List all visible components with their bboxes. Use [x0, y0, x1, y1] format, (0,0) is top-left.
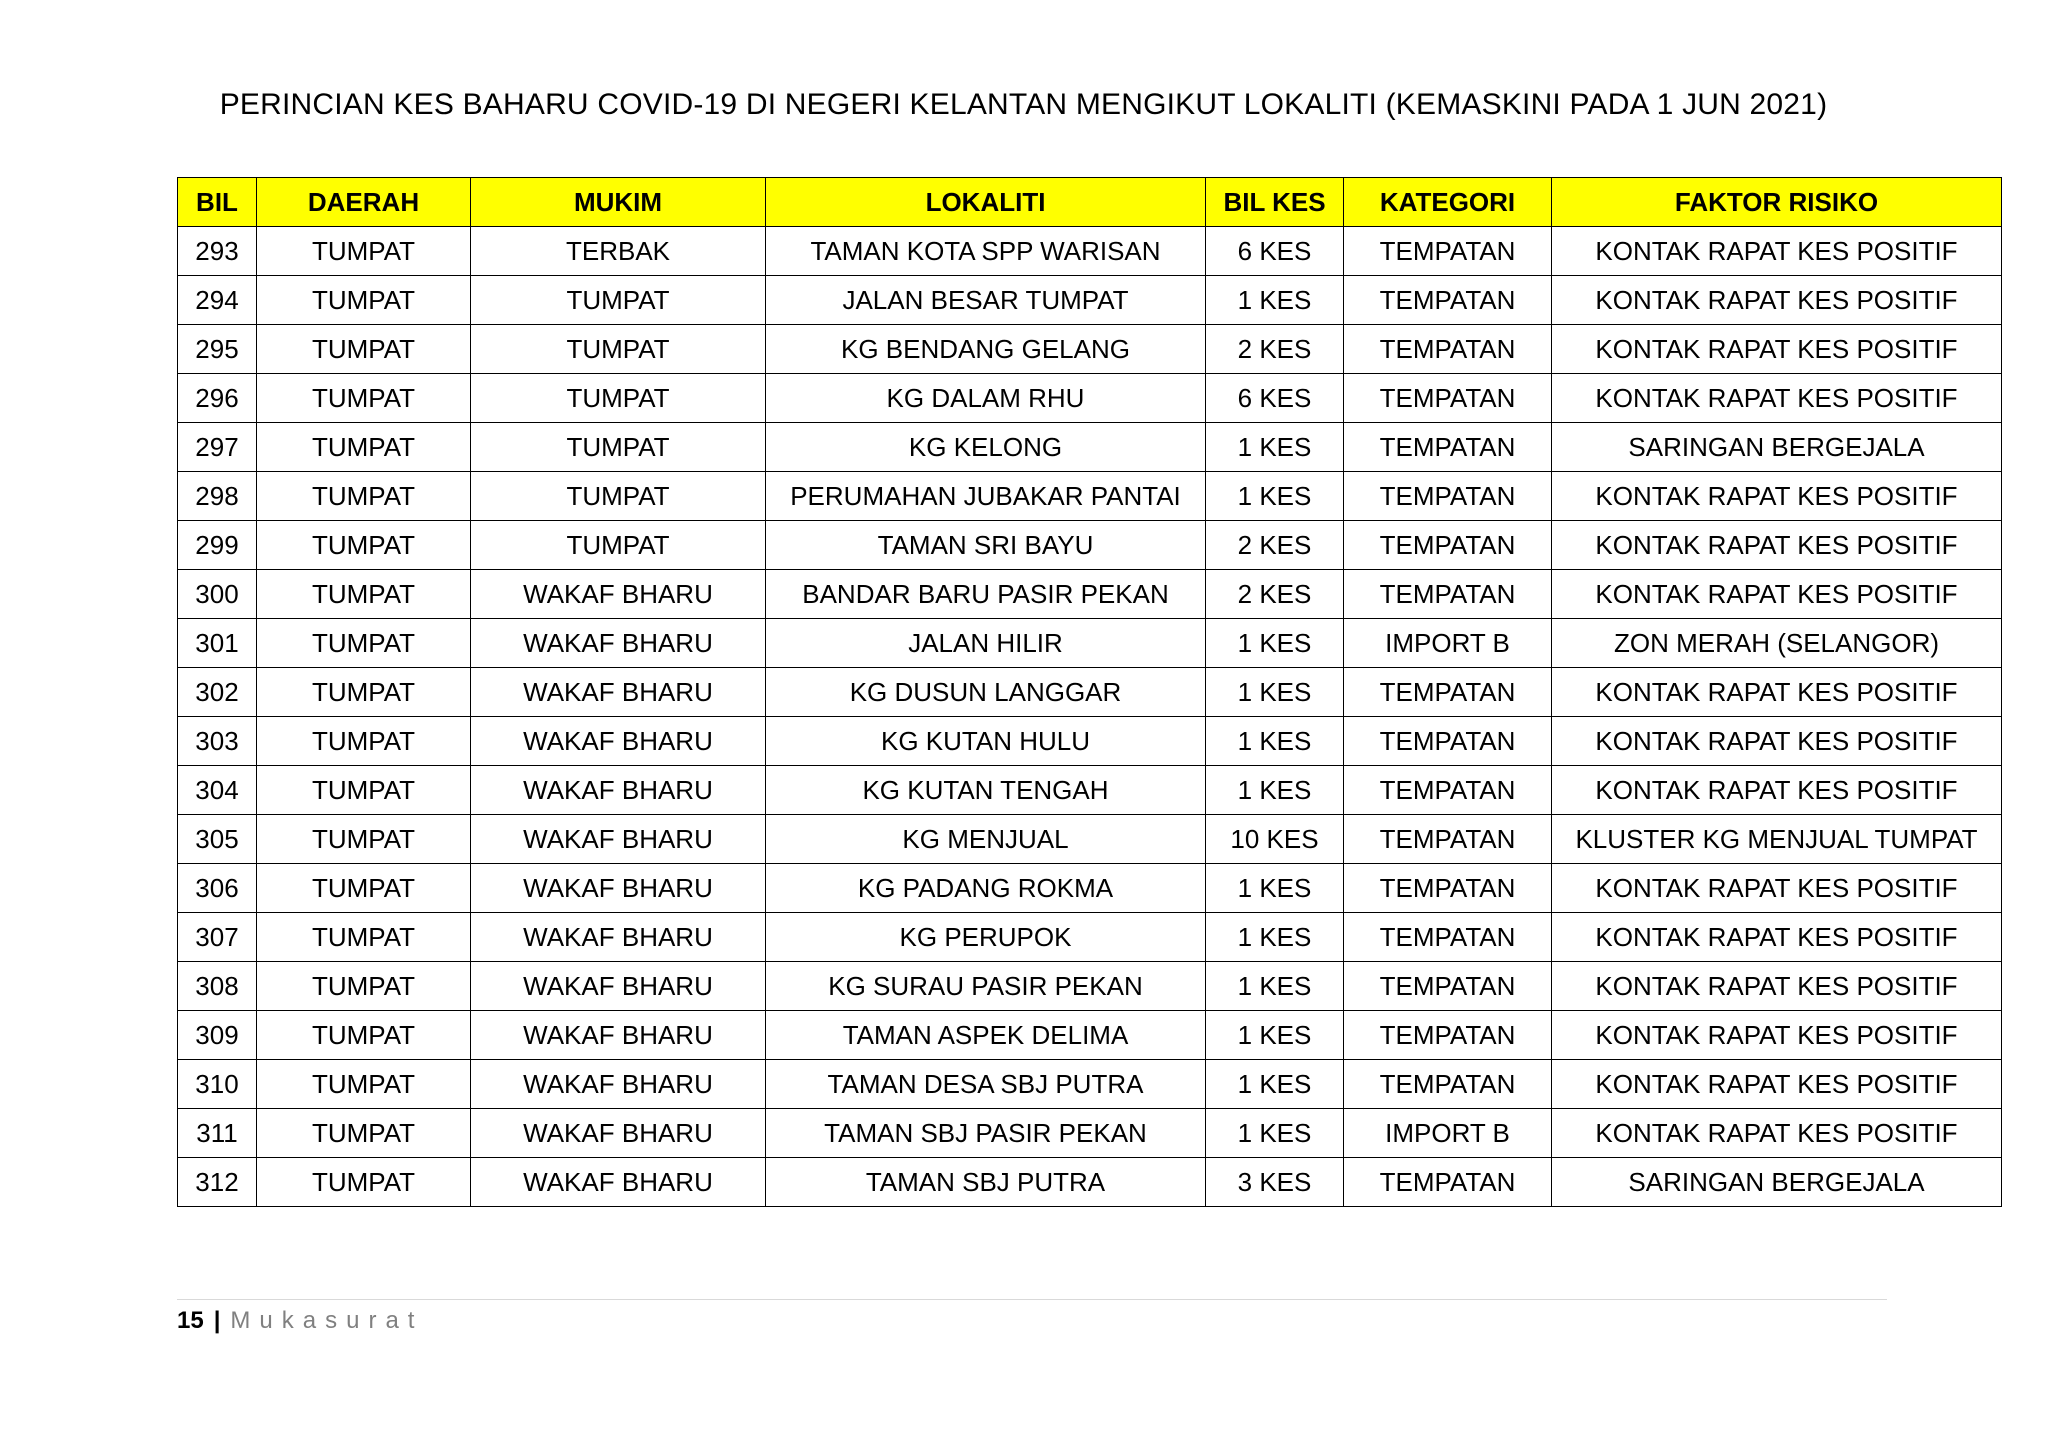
table-header: [178, 178, 2002, 227]
cell-mukim: WAKAF BHARU: [471, 1109, 766, 1158]
cell-daerah: TUMPAT: [257, 423, 471, 472]
table-row: [178, 962, 2002, 1011]
cell-daerah: TUMPAT: [257, 570, 471, 619]
cell-kategori: TEMPATAN: [1344, 1158, 1552, 1207]
cell-lokaliti: KG PERUPOK: [766, 913, 1206, 962]
cell-mukim: WAKAF BHARU: [471, 1011, 766, 1060]
cell-faktor-risiko: KONTAK RAPAT KES POSITIF: [1552, 227, 2002, 276]
cell-mukim: TUMPAT: [471, 423, 766, 472]
cell-faktor-risiko: KONTAK RAPAT KES POSITIF: [1552, 717, 2002, 766]
cell-daerah: TUMPAT: [257, 472, 471, 521]
cell-mukim: WAKAF BHARU: [471, 766, 766, 815]
cell-daerah: TUMPAT: [257, 374, 471, 423]
cell-lokaliti: TAMAN KOTA SPP WARISAN: [766, 227, 1206, 276]
cell-faktor-risiko: KONTAK RAPAT KES POSITIF: [1552, 276, 2002, 325]
cell-faktor-risiko: SARINGAN BERGEJALA: [1552, 423, 2002, 472]
cell-faktor-risiko: KLUSTER KG MENJUAL TUMPAT: [1552, 815, 2002, 864]
cell-lokaliti: TAMAN SBJ PASIR PEKAN: [766, 1109, 1206, 1158]
table-row: [178, 668, 2002, 717]
cell-lokaliti: KG PADANG ROKMA: [766, 864, 1206, 913]
cell-faktor-risiko: KONTAK RAPAT KES POSITIF: [1552, 1060, 2002, 1109]
cell-kategori: TEMPATAN: [1344, 472, 1552, 521]
cell-kategori: TEMPATAN: [1344, 913, 1552, 962]
page-number: 15: [177, 1307, 204, 1334]
cell-daerah: TUMPAT: [257, 1109, 471, 1158]
column-header-lokaliti: LOKALITI: [766, 178, 1206, 227]
cell-bil-kes: 1 KES: [1206, 1011, 1344, 1060]
page-label: Mukasurat: [230, 1307, 424, 1334]
table-row: [178, 815, 2002, 864]
column-header-mukim: MUKIM: [471, 178, 766, 227]
cell-daerah: TUMPAT: [257, 227, 471, 276]
cell-lokaliti: JALAN HILIR: [766, 619, 1206, 668]
cell-lokaliti: KG KELONG: [766, 423, 1206, 472]
cell-bil: 305: [178, 815, 257, 864]
cell-daerah: TUMPAT: [257, 766, 471, 815]
column-header-kategori: KATEGORI: [1344, 178, 1552, 227]
cell-bil-kes: 10 KES: [1206, 815, 1344, 864]
cell-bil-kes: 1 KES: [1206, 766, 1344, 815]
table-row: [178, 766, 2002, 815]
cell-kategori: TEMPATAN: [1344, 227, 1552, 276]
page-title: PERINCIAN KES BAHARU COVID-19 DI NEGERI KELANTAN MENGIKUT LOKALITI (KEMASKINI PADA 1 JUN 2021): [219, 88, 1828, 121]
cell-bil-kes: 1 KES: [1206, 962, 1344, 1011]
cell-daerah: TUMPAT: [257, 962, 471, 1011]
cell-bil: 293: [178, 227, 257, 276]
cell-bil-kes: 6 KES: [1206, 374, 1344, 423]
cell-daerah: TUMPAT: [257, 717, 471, 766]
cell-kategori: IMPORT B: [1344, 1109, 1552, 1158]
cell-daerah: TUMPAT: [257, 276, 471, 325]
cell-mukim: WAKAF BHARU: [471, 570, 766, 619]
cell-kategori: TEMPATAN: [1344, 325, 1552, 374]
cell-bil: 304: [178, 766, 257, 815]
cell-lokaliti: TAMAN SBJ PUTRA: [766, 1158, 1206, 1207]
cell-lokaliti: KG DALAM RHU: [766, 374, 1206, 423]
header-row: [178, 178, 2002, 227]
cell-mukim: WAKAF BHARU: [471, 1060, 766, 1109]
table-row: [178, 423, 2002, 472]
cell-daerah: TUMPAT: [257, 325, 471, 374]
table-row: [178, 570, 2002, 619]
cell-bil-kes: 3 KES: [1206, 1158, 1344, 1207]
cell-bil: 306: [178, 864, 257, 913]
cell-daerah: TUMPAT: [257, 864, 471, 913]
cell-bil: 296: [178, 374, 257, 423]
column-header-bil: BIL: [178, 178, 257, 227]
cell-daerah: TUMPAT: [257, 815, 471, 864]
cell-faktor-risiko: SARINGAN BERGEJALA: [1552, 1158, 2002, 1207]
cell-faktor-risiko: KONTAK RAPAT KES POSITIF: [1552, 766, 2002, 815]
cell-faktor-risiko: KONTAK RAPAT KES POSITIF: [1552, 913, 2002, 962]
cell-daerah: TUMPAT: [257, 668, 471, 717]
cell-faktor-risiko: KONTAK RAPAT KES POSITIF: [1552, 570, 2002, 619]
cell-bil: 312: [178, 1158, 257, 1207]
cell-bil-kes: 1 KES: [1206, 472, 1344, 521]
table-row: [178, 276, 2002, 325]
footer-divider: [177, 1299, 1887, 1300]
table-row: [178, 325, 2002, 374]
cell-faktor-risiko: KONTAK RAPAT KES POSITIF: [1552, 1011, 2002, 1060]
cell-mukim: WAKAF BHARU: [471, 913, 766, 962]
cell-daerah: TUMPAT: [257, 521, 471, 570]
table-row: [178, 1158, 2002, 1207]
table-row: [178, 864, 2002, 913]
cell-lokaliti: BANDAR BARU PASIR PEKAN: [766, 570, 1206, 619]
cell-bil-kes: 2 KES: [1206, 570, 1344, 619]
column-header-faktor-risiko: FAKTOR RISIKO: [1552, 178, 2002, 227]
table-row: [178, 1109, 2002, 1158]
cell-mukim: TERBAK: [471, 227, 766, 276]
cell-mukim: TUMPAT: [471, 521, 766, 570]
cell-bil: 297: [178, 423, 257, 472]
table-body: [178, 227, 2002, 1207]
table-row: [178, 1060, 2002, 1109]
cell-lokaliti: KG BENDANG GELANG: [766, 325, 1206, 374]
cell-bil-kes: 1 KES: [1206, 276, 1344, 325]
cell-bil-kes: 2 KES: [1206, 521, 1344, 570]
cell-bil: 309: [178, 1011, 257, 1060]
cell-bil-kes: 2 KES: [1206, 325, 1344, 374]
cell-faktor-risiko: KONTAK RAPAT KES POSITIF: [1552, 374, 2002, 423]
cell-kategori: IMPORT B: [1344, 619, 1552, 668]
cell-mukim: WAKAF BHARU: [471, 815, 766, 864]
cell-bil: 302: [178, 668, 257, 717]
cell-kategori: TEMPATAN: [1344, 276, 1552, 325]
footer-separator: |: [213, 1307, 221, 1334]
cell-mukim: TUMPAT: [471, 374, 766, 423]
cell-mukim: TUMPAT: [471, 276, 766, 325]
cell-kategori: TEMPATAN: [1344, 374, 1552, 423]
cell-lokaliti: JALAN BESAR TUMPAT: [766, 276, 1206, 325]
cell-daerah: TUMPAT: [257, 913, 471, 962]
column-header-bil-kes: BIL KES: [1206, 178, 1344, 227]
cell-bil: 300: [178, 570, 257, 619]
table-row: [178, 619, 2002, 668]
cell-bil-kes: 1 KES: [1206, 423, 1344, 472]
cell-bil: 294: [178, 276, 257, 325]
table-row: [178, 472, 2002, 521]
cell-lokaliti: TAMAN ASPEK DELIMA: [766, 1011, 1206, 1060]
cell-kategori: TEMPATAN: [1344, 423, 1552, 472]
table-row: [178, 717, 2002, 766]
cell-bil: 299: [178, 521, 257, 570]
cell-kategori: TEMPATAN: [1344, 962, 1552, 1011]
cell-bil-kes: 1 KES: [1206, 619, 1344, 668]
cell-lokaliti: PERUMAHAN JUBAKAR PANTAI: [766, 472, 1206, 521]
page-footer: [177, 1307, 423, 1335]
table-row: [178, 227, 2002, 276]
cell-bil: 301: [178, 619, 257, 668]
cell-kategori: TEMPATAN: [1344, 815, 1552, 864]
cell-mukim: WAKAF BHARU: [471, 619, 766, 668]
cell-bil: 298: [178, 472, 257, 521]
cell-faktor-risiko: KONTAK RAPAT KES POSITIF: [1552, 325, 2002, 374]
cell-faktor-risiko: KONTAK RAPAT KES POSITIF: [1552, 472, 2002, 521]
cell-mukim: WAKAF BHARU: [471, 962, 766, 1011]
cell-bil-kes: 1 KES: [1206, 864, 1344, 913]
cell-kategori: TEMPATAN: [1344, 1060, 1552, 1109]
cell-bil-kes: 1 KES: [1206, 1060, 1344, 1109]
cell-kategori: TEMPATAN: [1344, 521, 1552, 570]
table-row: [178, 521, 2002, 570]
cell-mukim: WAKAF BHARU: [471, 1158, 766, 1207]
cell-faktor-risiko: KONTAK RAPAT KES POSITIF: [1552, 668, 2002, 717]
cell-kategori: TEMPATAN: [1344, 766, 1552, 815]
table-row: [178, 1011, 2002, 1060]
cell-kategori: TEMPATAN: [1344, 717, 1552, 766]
cell-lokaliti: KG SURAU PASIR PEKAN: [766, 962, 1206, 1011]
cell-daerah: TUMPAT: [257, 1011, 471, 1060]
cell-mukim: WAKAF BHARU: [471, 668, 766, 717]
cell-faktor-risiko: KONTAK RAPAT KES POSITIF: [1552, 521, 2002, 570]
cell-lokaliti: KG KUTAN TENGAH: [766, 766, 1206, 815]
cell-bil: 311: [178, 1109, 257, 1158]
cell-daerah: TUMPAT: [257, 619, 471, 668]
cell-bil-kes: 1 KES: [1206, 717, 1344, 766]
cell-kategori: TEMPATAN: [1344, 570, 1552, 619]
case-table: [177, 177, 2002, 1207]
table-row: [178, 913, 2002, 962]
cell-bil: 310: [178, 1060, 257, 1109]
cell-daerah: TUMPAT: [257, 1158, 471, 1207]
cell-lokaliti: KG DUSUN LANGGAR: [766, 668, 1206, 717]
cell-lokaliti: KG KUTAN HULU: [766, 717, 1206, 766]
cell-kategori: TEMPATAN: [1344, 864, 1552, 913]
column-header-daerah: DAERAH: [257, 178, 471, 227]
cell-bil: 303: [178, 717, 257, 766]
cell-daerah: TUMPAT: [257, 1060, 471, 1109]
cell-mukim: WAKAF BHARU: [471, 864, 766, 913]
cell-lokaliti: TAMAN DESA SBJ PUTRA: [766, 1060, 1206, 1109]
cell-bil-kes: 1 KES: [1206, 1109, 1344, 1158]
cell-bil: 295: [178, 325, 257, 374]
table-row: [178, 374, 2002, 423]
cell-kategori: TEMPATAN: [1344, 668, 1552, 717]
cell-lokaliti: KG MENJUAL: [766, 815, 1206, 864]
cell-faktor-risiko: KONTAK RAPAT KES POSITIF: [1552, 1109, 2002, 1158]
cell-bil-kes: 1 KES: [1206, 913, 1344, 962]
cell-bil: 308: [178, 962, 257, 1011]
cell-bil-kes: 6 KES: [1206, 227, 1344, 276]
cell-mukim: WAKAF BHARU: [471, 717, 766, 766]
cell-faktor-risiko: KONTAK RAPAT KES POSITIF: [1552, 962, 2002, 1011]
cell-faktor-risiko: KONTAK RAPAT KES POSITIF: [1552, 864, 2002, 913]
cell-kategori: TEMPATAN: [1344, 1011, 1552, 1060]
cell-lokaliti: TAMAN SRI BAYU: [766, 521, 1206, 570]
cell-bil-kes: 1 KES: [1206, 668, 1344, 717]
cell-mukim: TUMPAT: [471, 472, 766, 521]
cell-faktor-risiko: ZON MERAH (SELANGOR): [1552, 619, 2002, 668]
cell-bil: 307: [178, 913, 257, 962]
cell-mukim: TUMPAT: [471, 325, 766, 374]
